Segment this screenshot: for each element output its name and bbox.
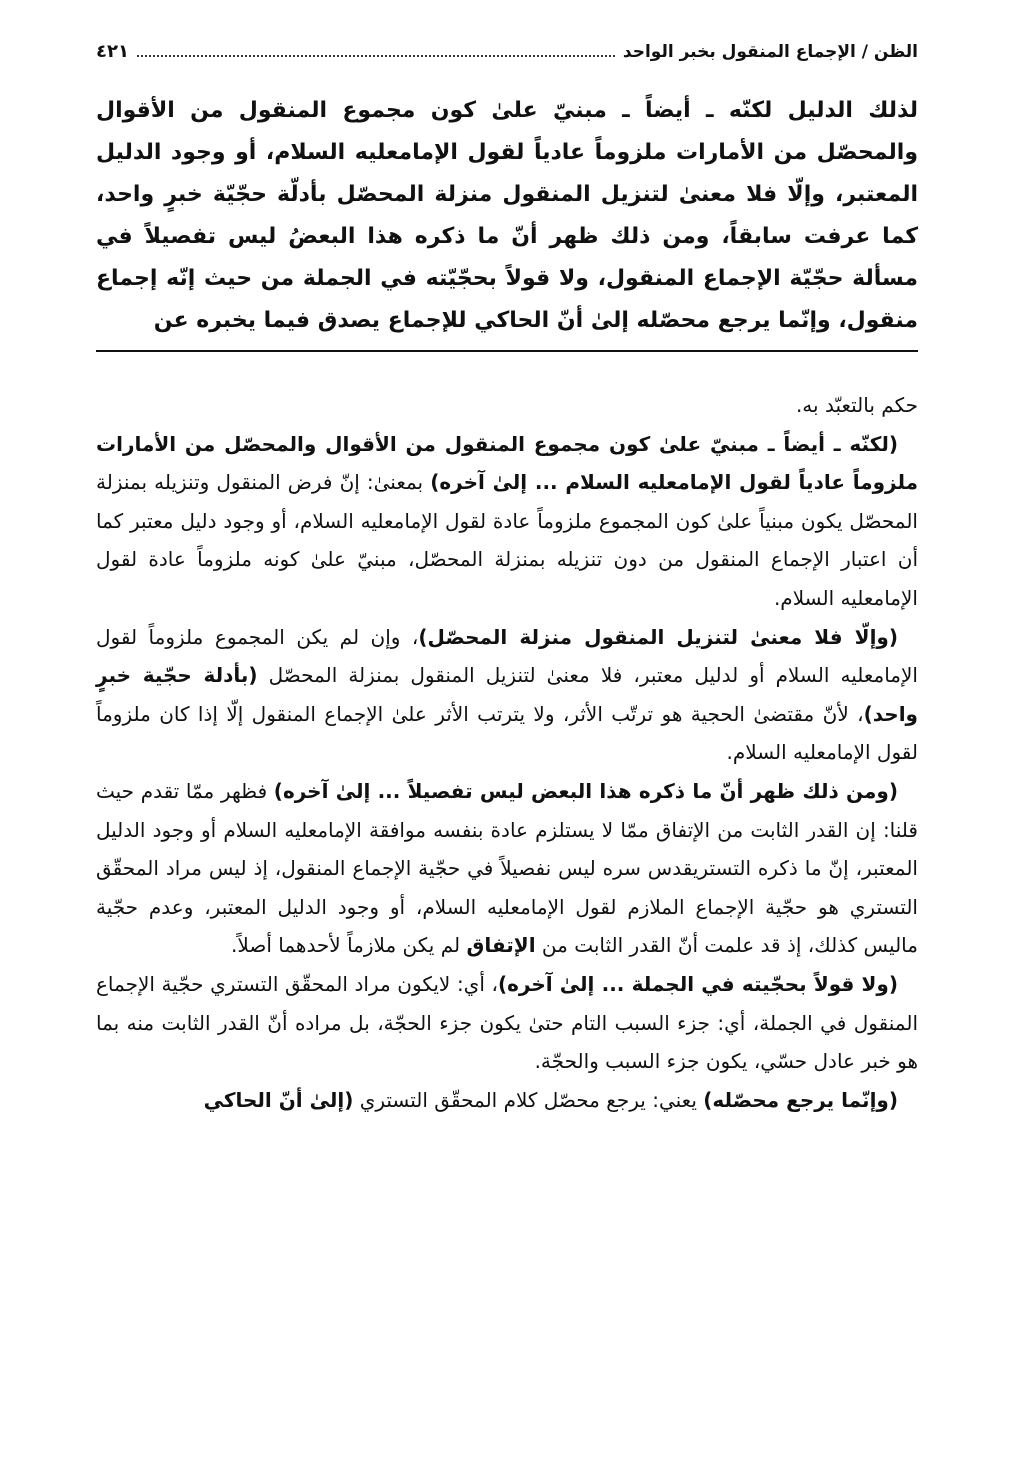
running-title: الظن / الإجماع المنقول بخبر الواحد [622,42,918,62]
commentary-paragraph [96,1081,918,1120]
commentary-paragraph [96,425,918,618]
explanation-text: يعني: يرجع محصّل كلام المحقّق التستري [353,1087,704,1112]
explanation-text: ، أي: لايكون مراد المحقّق التستري حجّية الإجماع المنقول في الجملة، أي: جزء السبب التام حتىٰ يكون جزء الحجّة، بل مراده أنّ القدر الثابت منه بما هو خبر عادل حسّي، يكون جزء السبب والحجّة. [96,971,918,1074]
explanation-text: لم يكن ملازماً لأحدهما أصلاً. [231,933,467,958]
book-page [96,40,918,1440]
quoted-text: (وإلّا فلا معنىٰ لتنزيل المنقول منزلة المحصّل) [418,624,898,649]
emphasis-text: الإتفاق [466,933,536,958]
explanation-text: فظهر ممّا تقدم حيث قلنا: إن القدر الثابت من الإتفاق ممّا لا يستلزم عادة بنفسه موافقة الإمامعليه السلام أو وجود الدليل المعتبر، إنّ ما ذكره التستريقدس سره ليس نفصيلاً في حجّية الإجماع المنقول، إذ ليس مراد المحقّق التستري هو حجّية الإجماع الملازم لقول الإمامعليه السلام، أو وجود الدليل المعتبر، وعدم حجّية ماليس كذلك، إذ قد علمت أنّ القدر الثابت من [96,778,918,958]
quoted-text: (ولا قولاً بحجّيته في الجملة ... إلىٰ آخره) [497,971,899,996]
quoted-text: (بأدلة حجّية خبرٍ واحد) [96,663,918,726]
commentary-paragraph [96,772,918,965]
main-text: لذلك الدليل لكنّه ـ أيضاً ـ مبنيّ علىٰ كون مجموع المنقول من الأقوال والمحصّل من الأمارات ملزوماً عادياً لقول الإمامعليه السلام، أو وجود الدليل المعتبر، وإلّا فلا معنىٰ لتنزيل المنقول منزلة المحصّل بأدلّة حجّيّة خبرٍ واحد، كما عرفت سابقاً، ومن ذلك ظهر أنّ ما ذكره هذا البعضُ ليس تفصيلاً في مسألة حجّيّة الإجماع المنقول، ولا قولاً بحجّيّته في الجملة من حيث إنّه إجماع منقول، وإنّما يرجع محصّله إلىٰ أنّ الحاكي للإجماع يصدق فيما يخبره عن [96,98,918,333]
commentary-continuation: حكم بالتعبّد به. [795,393,918,417]
quoted-text: (ومن ذلك ظهر أنّ ما ذكره هذا البعض ليس تفصيلاً ... إلىٰ آخره) [273,778,898,803]
commentary-paragraph [96,618,918,772]
quoted-text: (لكنّه ـ أيضاً ـ مبنيّ علىٰ كون مجموع المنقول من الأقوال والمحصّل من الأمارات ملزوماً عادياً لقول الإمامعليه السلام ... إلىٰ آخره) [96,431,919,495]
page-number: ٤٢١ [96,41,129,62]
explanation-text: ، وإن لم يكن المجموع ملزوماً لقول الإمامعليه السلام أو لدليل معتبر، فلا معنىٰ لتنزيل المنقول بمنزلة المحصّل [96,624,918,688]
explanation-text: بمعنىٰ: إنّ فرض المنقول وتنزيله بمنزلة المحصّل يكون مبنياً علىٰ كون المجموع ملزوماً عادة لقول الإمامعليه السلام، أو وجود دليل معتبر كما أن اعتبار الإجماع المنقول من دون تنزيله بمنزلة المحصّل، مبنيّ علىٰ كونه ملزوماً عادة لقول الإمامعليه السلام. [96,470,918,610]
running-header [96,40,918,68]
leader-dots [137,55,615,57]
explanation-text: ، لأنّ مقتضىٰ الحجية هو ترتّب الأثر، ولا يترتب الأثر علىٰ الإجماع المنقول إلّا إذا كان ملزوماً لقول الإمامعليه السلام. [96,701,918,765]
commentary-section [96,386,918,1119]
separator-rule [96,350,918,352]
commentary-paragraph [96,965,918,1081]
quoted-text: (وإنّما يرجع محصّله) [703,1087,898,1112]
quoted-text: (إلىٰ أنّ الحاكي [203,1087,354,1112]
main-text-block [96,90,918,342]
